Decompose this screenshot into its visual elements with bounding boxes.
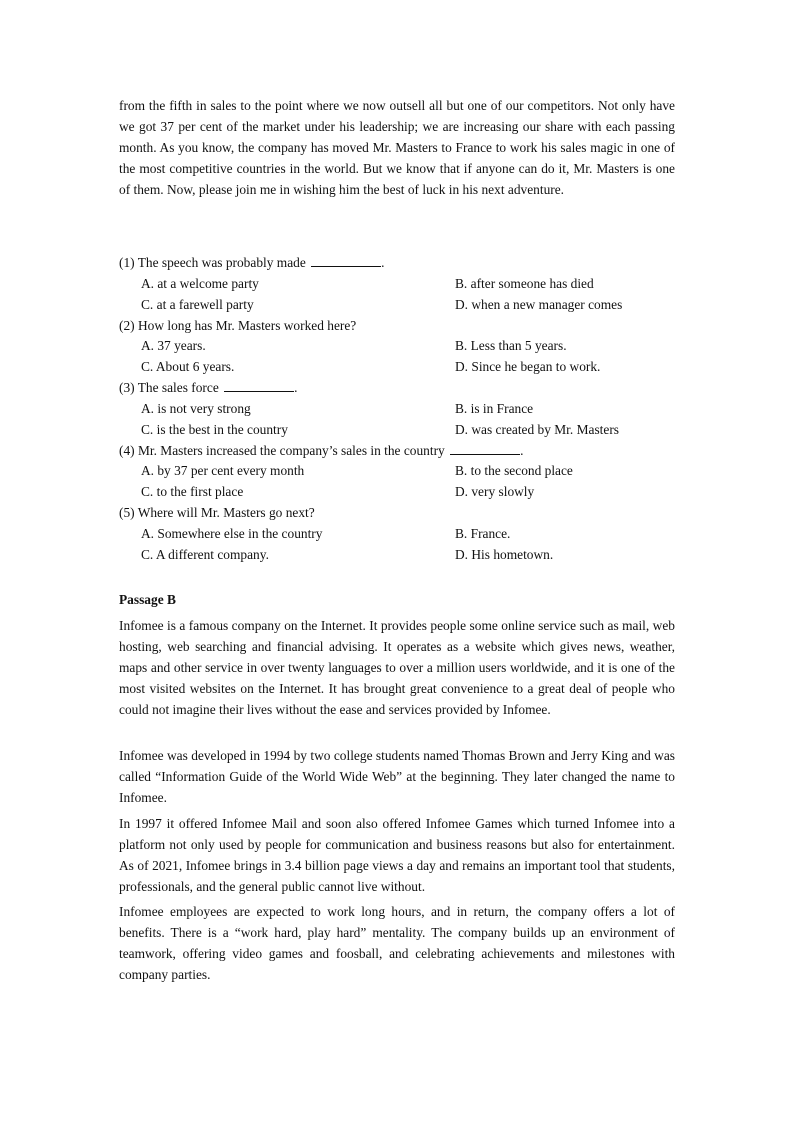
option-d[interactable]: D. Since he began to work.	[455, 359, 601, 375]
question-stem: (2) How long has Mr. Masters worked here?	[119, 317, 357, 333]
option-c[interactable]: C. at a farewell party	[141, 296, 254, 312]
option-a[interactable]: A. at a welcome party	[141, 275, 259, 291]
option-d[interactable]: D. was created by Mr. Masters	[455, 421, 619, 437]
passage-b-heading: Passage B	[119, 592, 176, 607]
passage-b-paragraph-4: Infomee employees are expected to work long hours, and in return, the company offers a lot of benefits. There is a “work hard, play hard” mentality. The company builds up an environment of teamwork, offering video games and foosball, and celebrating achievements and milestones with company parties.	[119, 904, 675, 982]
option-a[interactable]: A. Somewhere else in the country	[141, 525, 323, 541]
passage-a-ending: from the fifth in sales to the point where we now outsell all but one of our competitors. Not only have we got 37 per cent of the market under his leadership; we are increasing our share with each passing month. As you know, the company has moved Mr. Masters to France to work his sales magic in one of the most competitive countries in the world. But we know that if anyone can do it, Mr. Masters is one of them. Now, please join me in wishing him the best of luck in his next adventure.	[119, 98, 675, 197]
option-d[interactable]: D. very slowly	[455, 484, 535, 500]
answer-blank	[450, 441, 520, 455]
option-c[interactable]: C. is the best in the country	[141, 421, 288, 437]
passage-b-paragraph-3: In 1997 it offered Infomee Mail and soon also offered Infomee Games which turned Infomee into a platform not only used by people for communication and business reasons but also for entertainment. As of 2021, Infomee brings in 3.4 billion page views a day and remains an important tool that students, professionals, and the general public cannot live without.	[119, 816, 675, 894]
option-b[interactable]: B. France.	[455, 525, 511, 541]
question-stem: (3) The sales force	[119, 380, 219, 396]
passage-b-paragraph-1: Infomee is a famous company on the Internet. It provides people some online service such as mail, web hosting, web searching and financial advising. It operates as a website which gives news, weather, maps and other service in over twenty languages to over a million users worldwide, and it is one of the most visited websites on the Internet. It has brought great convenience to a great deal of people who could not imagine their lives without the ease and services provided by Infomee.	[119, 618, 675, 717]
passage-b-paragraph-2: Infomee was developed in 1994 by two college students named Thomas Brown and Jerry King and was called “Information Guide of the World Wide Web” at the beginning. They later changed the name to Infomee.	[119, 748, 675, 805]
option-d[interactable]: D. His hometown.	[455, 546, 554, 562]
question-stem: (1) The speech was probably made	[119, 255, 306, 270]
option-b[interactable]: B. Less than 5 years.	[455, 338, 567, 354]
option-c[interactable]: C. to the first place	[141, 484, 244, 500]
answer-blank	[224, 378, 294, 392]
option-a[interactable]: A. is not very strong	[141, 400, 251, 416]
option-b[interactable]: B. after someone has died	[455, 275, 594, 291]
question-2	[119, 316, 679, 337]
question-list	[119, 253, 679, 566]
option-b[interactable]: B. to the second place	[455, 463, 573, 479]
question-1: (1) The speech was probably made .	[119, 255, 385, 270]
option-a[interactable]: A. 37 years.	[141, 338, 206, 354]
question-5	[119, 503, 679, 524]
answer-blank	[311, 253, 381, 267]
question-stem: (4) Mr. Masters increased the company’s sales in the country	[119, 442, 445, 458]
question-stem: (5) Where will Mr. Masters go next?	[119, 505, 315, 521]
option-d[interactable]: D. when a new manager comes	[455, 296, 623, 312]
option-a[interactable]: A. by 37 per cent every month	[141, 463, 305, 479]
question-4: (4) Mr. Masters increased the company’s sales in the country .	[119, 442, 524, 458]
option-c[interactable]: C. A different company.	[141, 546, 269, 562]
question-3: (3) The sales force .	[119, 380, 298, 396]
option-c[interactable]: C. About 6 years.	[141, 359, 235, 375]
option-b[interactable]: B. is in France	[455, 400, 534, 416]
